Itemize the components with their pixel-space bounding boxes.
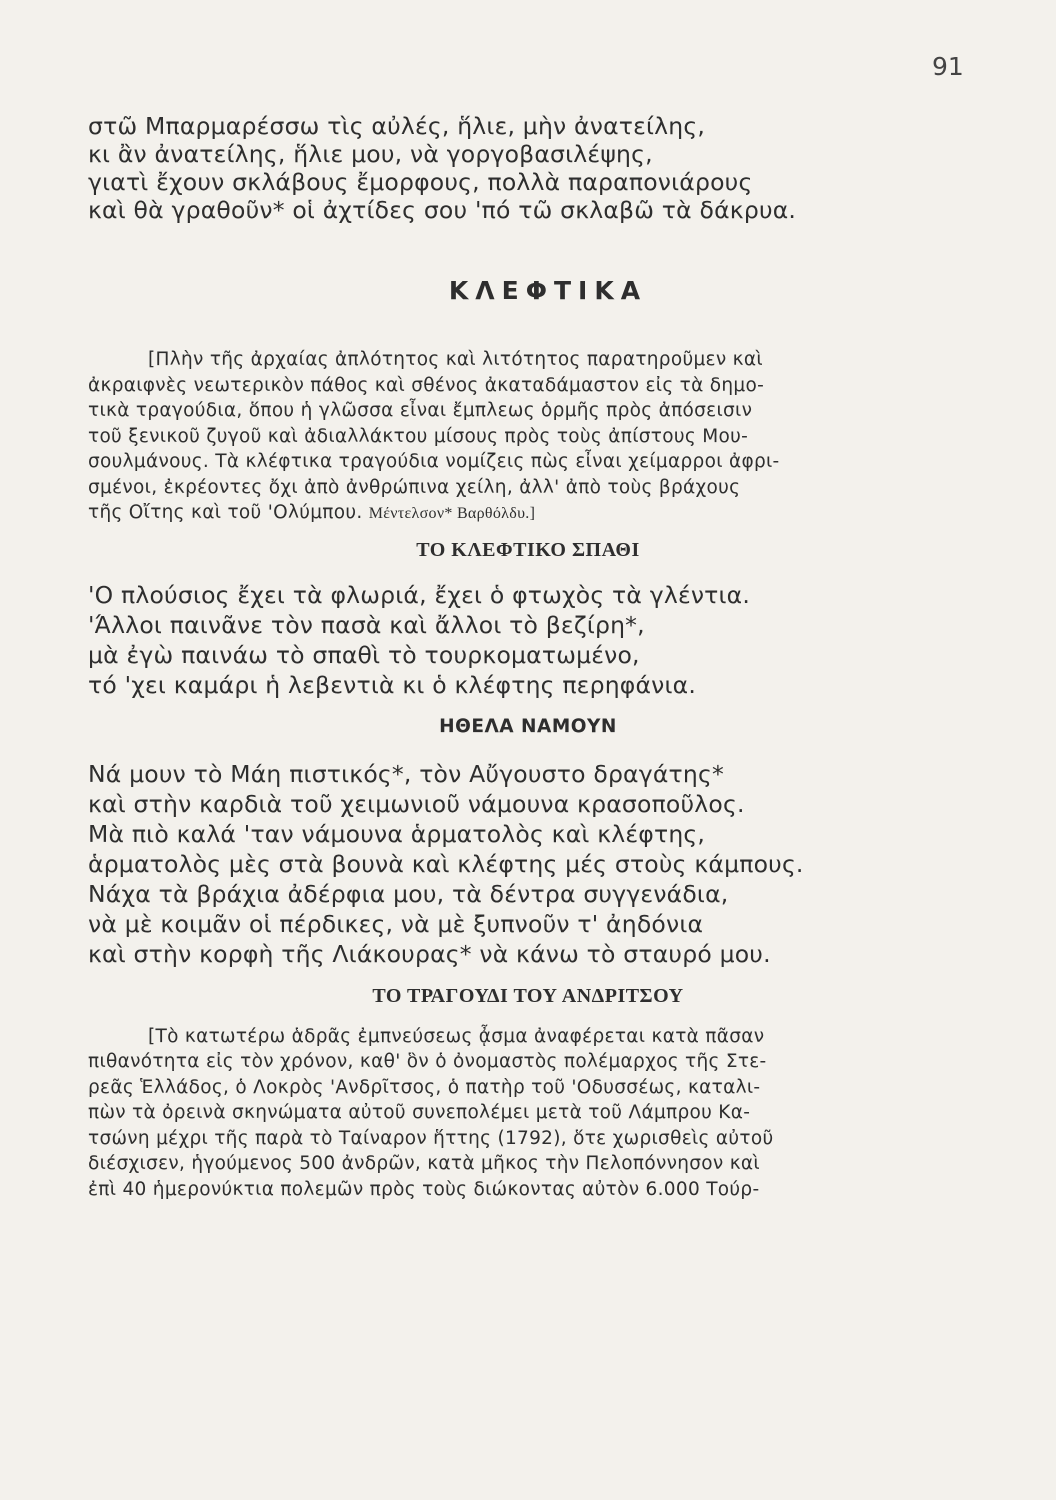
- prose-line: σμένοι, ἐκρέοντες ὄχι ἀπὸ ἀνθρώπινα χείλη, ἀλλ' ἀπὸ τοὺς βράχους: [88, 476, 741, 498]
- prose-text: τῆς Οἴτης καὶ τοῦ 'Ολύμπου.: [88, 502, 363, 523]
- prose-line: ἐπὶ 40 ἡμερονύκτια πολεμῶν πρὸς τοὺς διώκοντας αὐτὸν 6.000 Τούρ-: [88, 1178, 760, 1200]
- andritsou-intro: [88, 1024, 968, 1203]
- section-title-kleftika: ΚΛΕΦΤΙΚΑ: [448, 276, 648, 305]
- song-title-spathi: ΤΟ ΚΛΕΦΤΙΚΟ ΣΠΑΘΙ: [416, 538, 640, 561]
- prose-line: [Τὸ κατωτέρω ἁδρᾶς ἐμπνεύσεως ᾆσμα ἀναφέρεται κατὰ πᾶσαν: [148, 1025, 765, 1047]
- poem-line: κι ἂν ἀνατείλης, ἥλιε μου, νὰ γοργοβασιλέψης,: [88, 140, 653, 168]
- prose-line: τικὰ τραγούδια, ὅπου ἡ γλῶσσα εἶναι ἔμπλεως ὁρμῆς πρὸς ἀπόσεισιν: [88, 400, 753, 421]
- song-spathi: [88, 580, 968, 700]
- poem-line: νὰ μὲ κοιμᾶν οἱ πέρδικες, νὰ μὲ ξυπνοῦν τ' ἀηδόνια: [88, 909, 704, 938]
- prose-line: ρεᾶς Ἑλλάδος, ὁ Λοκρὸς 'Ανδρῖτσος, ὁ πατὴρ τοῦ 'Οδυσσέως, καταλι-: [88, 1076, 761, 1098]
- poem-continuation: [88, 112, 968, 224]
- poem-line: Μὰ πιὸ καλά 'ταν νάμουνα ἁρματολὸς καὶ κλέφτης,: [88, 819, 706, 848]
- poem-line: 'Ο πλούσιος ἔχει τὰ φλωριά, ἔχει ὁ φτωχὸς τὰ γλέντια.: [88, 580, 751, 609]
- poem-line: καὶ θὰ γραθοῦν* οἱ ἀχτίδες σου 'πό τῶ σκλαβῶ τὰ δάκρυα.: [88, 196, 797, 224]
- poem-line: τό 'χει καμάρι ἡ λεβεντιὰ κι ὁ κλέφτης περηφάνια.: [88, 670, 697, 699]
- poem-line: Νάχα τὰ βράχια ἀδέρφια μου, τὰ δέντρα συγγενάδια,: [88, 879, 729, 908]
- song-title-andritsou: ΤΟ ΤΡΑΓΟΥΔΙ ΤΟΥ ΑΝΔΡΙΤΣΟΥ: [372, 984, 684, 1007]
- poem-line: γιατὶ ἔχουν σκλάβους ἔμορφους, πολλὰ παραπονιάρους: [88, 168, 753, 196]
- kleftika-intro: [88, 347, 968, 527]
- prose-line: [88, 500, 968, 527]
- prose-line: πιθανότητα εἰς τὸν χρόνον, καθ' ὃν ὁ ὀνομαστὸς πολέμαρχος τῆς Στε-: [88, 1051, 767, 1072]
- prose-line: διέσχισεν, ἡγούμενος 500 ἀνδρῶν, κατὰ μῆκος τὴν Πελοπόννησον καὶ: [88, 1153, 760, 1174]
- poem-line: μὰ ἐγὼ παινάω τὸ σπαθὶ τὸ τουρκοματωμένο,: [88, 640, 640, 669]
- poem-line: καὶ στὴν καρδιὰ τοῦ χειμωνιοῦ νάμουνα κρασοποῦλος.: [88, 789, 745, 818]
- prose-line: τοῦ ξενικοῦ ζυγοῦ καὶ ἀδιαλλάκτου μίσους πρὸς τοὺς ἀπίστους Μου-: [88, 425, 749, 447]
- signature: Μέντελσον* Βαρθόλδυ.]: [368, 505, 536, 522]
- poem-line: Νά μουν τὸ Μάη πιστικός*, τὸν Αὔγουστο δραγάτης*: [88, 759, 724, 788]
- poem-line: ἁρματολὸς μὲς στὰ βουνὰ καὶ κλέφτης μές στοὺς κάμπους.: [88, 849, 804, 878]
- poem-line: 'Άλλοι παινᾶνε τὸν πασὰ καὶ ἄλλοι τὸ βεζίρη*,: [88, 610, 645, 639]
- song-ithela: [88, 759, 968, 969]
- poem-line: καὶ στὴν κορφὴ τῆς Λιάκουρας* νὰ κάνω τὸ σταυρό μου.: [88, 939, 771, 968]
- prose-line: σουλμάνους. Τὰ κλέφτικα τραγούδια νομίζεις πὼς εἶναι χείμαρροι ἀφρι-: [88, 451, 780, 472]
- page-content: [88, 112, 968, 1202]
- page-number: 91: [932, 52, 964, 81]
- song-title-ithela: ΗΘΕΛΑ ΝΑΜΟΥΝ: [439, 715, 617, 737]
- prose-line: [Πλὴν τῆς ἀρχαίας ἀπλότητος καὶ λιτότητος παρατηροῦμεν καὶ: [148, 349, 763, 370]
- prose-line: τσώνη μέχρι τῆς παρὰ τὸ Ταίναρον ἥττης (1792), ὅτε χωρισθεὶς αὐτοῦ: [88, 1127, 774, 1149]
- prose-line: πὼν τὰ ὀρεινὰ σκηνώματα αὐτοῦ συνεπολέμει μετὰ τοῦ Λάμπρου Κα-: [88, 1102, 751, 1123]
- prose-line: ἀκραιφνὲς νεωτερικὸν πάθος καὶ σθένος ἀκαταδάμαστον εἰς τὰ δημο-: [88, 374, 765, 396]
- poem-line: στῶ Μπαρμαρέσσω τὶς αὐλές, ἥλιε, μὴν ἀνατείλης,: [88, 112, 706, 140]
